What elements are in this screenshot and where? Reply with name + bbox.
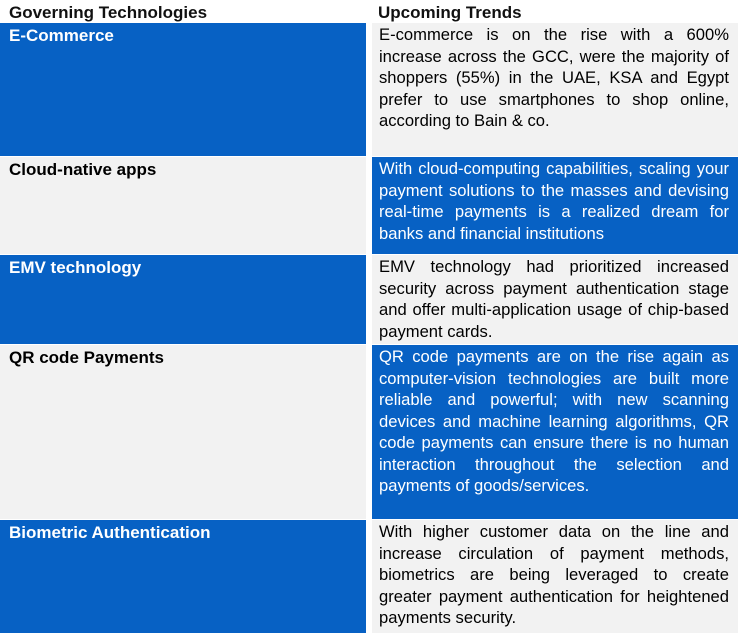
trend-cell: E-commerce is on the rise with a 600% increase across the GCC, were the majority of shoppers (55%) in the UAE, KSA and Egypt prefer to use smartphones to shop online, according to Bain & co.	[369, 23, 738, 157]
trend-cell: With higher customer data on the line and increase circulation of payment methods, biometrics are being leveraged to create greater payment authentication for heightened payments security.	[369, 520, 738, 634]
technology-cell: EMV technology	[0, 255, 369, 345]
table-row	[0, 157, 738, 255]
trend-cell: With cloud-computing capabilities, scaling your payment solutions to the masses and devising real-time payments is a realized dream for banks and financial institutions	[369, 157, 738, 255]
technology-cell: Biometric Authentication	[0, 520, 369, 634]
technology-cell: QR code Payments	[0, 345, 369, 520]
table-row	[0, 345, 738, 520]
trend-cell: EMV technology had prioritized increased security across payment authentication stage and offer multi-application usage of chip-based payment cards.	[369, 255, 738, 345]
technology-cell: E-Commerce	[0, 23, 369, 157]
table-row	[0, 520, 738, 634]
trend-cell: QR code payments are on the rise again as computer-vision technologies are built more reliable and powerful; with new scanning devices and machine learning algorithms, QR code payments can ensure there is no human interaction throughout the selection and payments of goods/services.	[369, 345, 738, 520]
table-header-row	[0, 0, 738, 23]
technology-cell: Cloud-native apps	[0, 157, 369, 255]
table-row	[0, 255, 738, 345]
header-upcoming-trends: Upcoming Trends	[369, 0, 738, 23]
table-row	[0, 23, 738, 157]
header-governing-technologies: Governing Technologies	[0, 0, 369, 23]
